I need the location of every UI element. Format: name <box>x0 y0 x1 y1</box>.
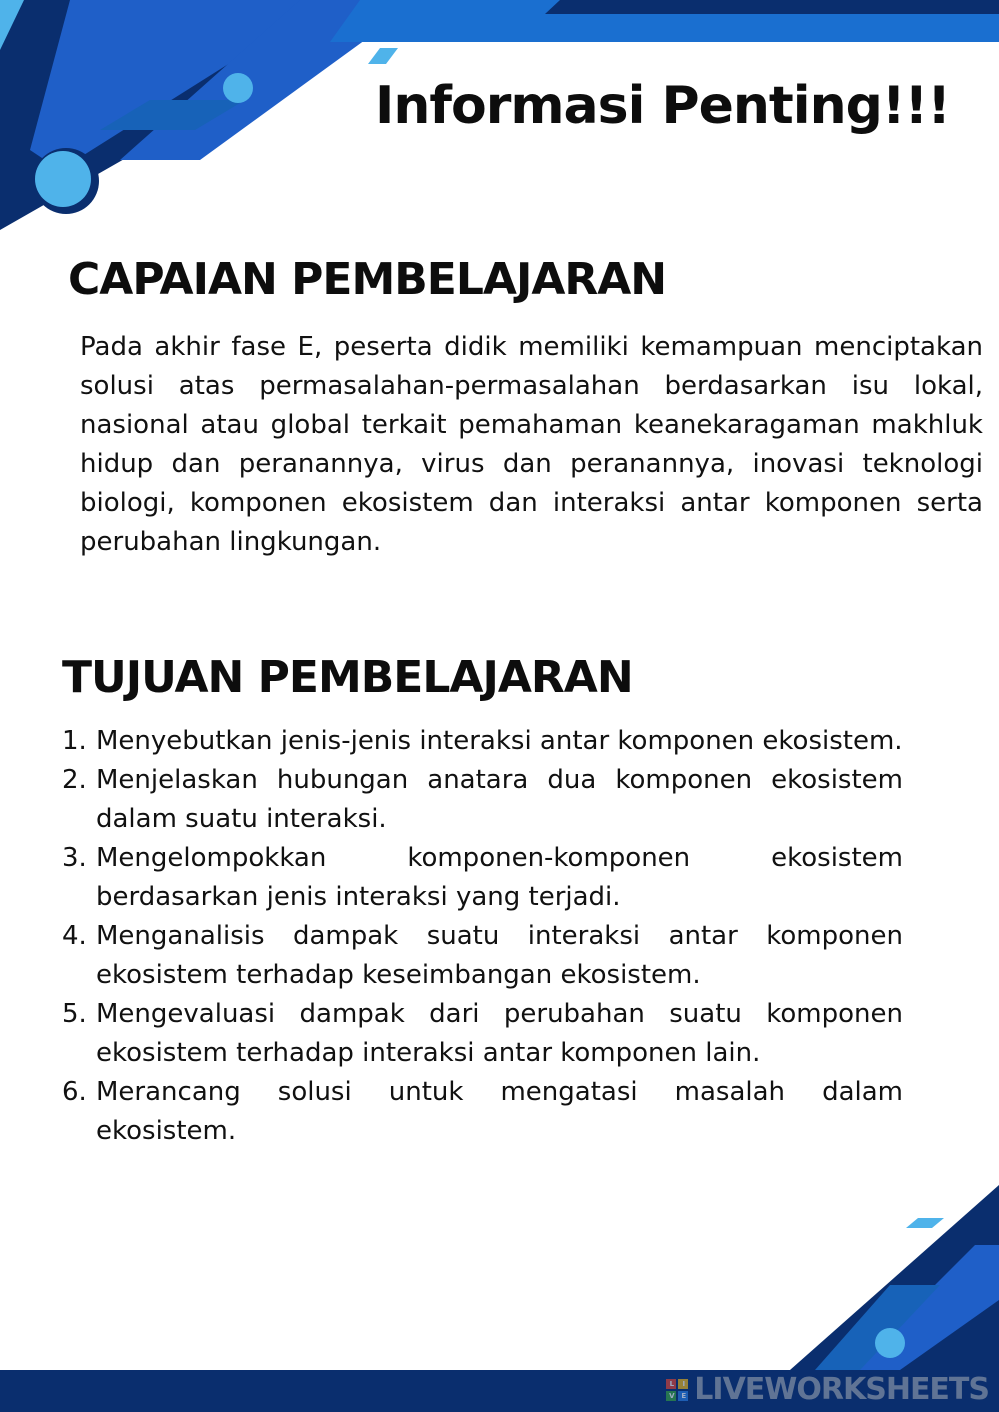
list-item-text: Mengevaluasi dampak dari perubahan suatu komponen ekosistem terhadap interaksi antar komponen lain. <box>96 999 903 1068</box>
list-item <box>62 917 903 995</box>
list-item <box>62 839 903 917</box>
top-navy-strip <box>545 0 999 14</box>
watermark-text: LIVEWORKSHEETS <box>694 1372 989 1407</box>
list-item-number: 6. <box>62 1077 87 1107</box>
light-chip-top <box>368 48 398 64</box>
list-item-number: 1. <box>62 726 87 756</box>
list-item-text: Menyebutkan jenis-jenis interaksi antar komponen ekosistem. <box>96 726 903 756</box>
logo-letter: L <box>666 1379 676 1389</box>
tujuan-list <box>62 722 903 1151</box>
list-item-text: Mengelompokkan komponen-komponen ekosistem berdasarkan jenis interaksi yang terjadi. <box>96 843 903 912</box>
list-item <box>62 1073 903 1151</box>
light-chip-bottom <box>906 1218 944 1228</box>
list-item <box>62 761 903 839</box>
list-item-number: 2. <box>62 765 87 795</box>
logo-letter: V <box>666 1391 676 1401</box>
capaian-heading: CAPAIAN PEMBELAJARAN <box>68 254 667 305</box>
bottom-small-circle <box>875 1328 905 1358</box>
logo-letter: E <box>678 1391 688 1401</box>
list-item-number: 5. <box>62 999 87 1029</box>
watermark <box>666 1372 989 1407</box>
list-item-text: Menganalisis dampak suatu interaksi antar komponen ekosistem terhadap keseimbangan ekosistem. <box>96 921 903 990</box>
logo-letter: I <box>678 1379 688 1389</box>
page-title: Informasi Penting!!! <box>375 76 950 136</box>
top-circle-light <box>35 151 91 207</box>
tujuan-heading: TUJUAN PEMBELAJARAN <box>62 652 633 703</box>
list-item-number: 3. <box>62 843 87 873</box>
liveworksheets-logo-icon <box>666 1379 688 1401</box>
capaian-text: Pada akhir fase E, peserta didik memiliki kemampuan menciptakan solusi atas permasalahan-permasalahan berdasarkan isu lokal, nasional atau global terkait pemahaman keanekaragaman makhluk hidup dan peranannya, virus dan peranannya, inovasi teknologi biologi, komponen ekosistem dan interaksi antar komponen serta perubahan lingkungan. <box>80 332 983 557</box>
list-item <box>62 722 903 761</box>
list-item-text: Menjelaskan hubungan anatara dua komponen ekosistem dalam suatu interaksi. <box>96 765 903 834</box>
list-item-text: Merancang solusi untuk mengatasi masalah dalam ekosistem. <box>96 1077 903 1146</box>
list-item <box>62 995 903 1073</box>
list-item-number: 4. <box>62 921 87 951</box>
top-small-circle <box>223 73 253 103</box>
